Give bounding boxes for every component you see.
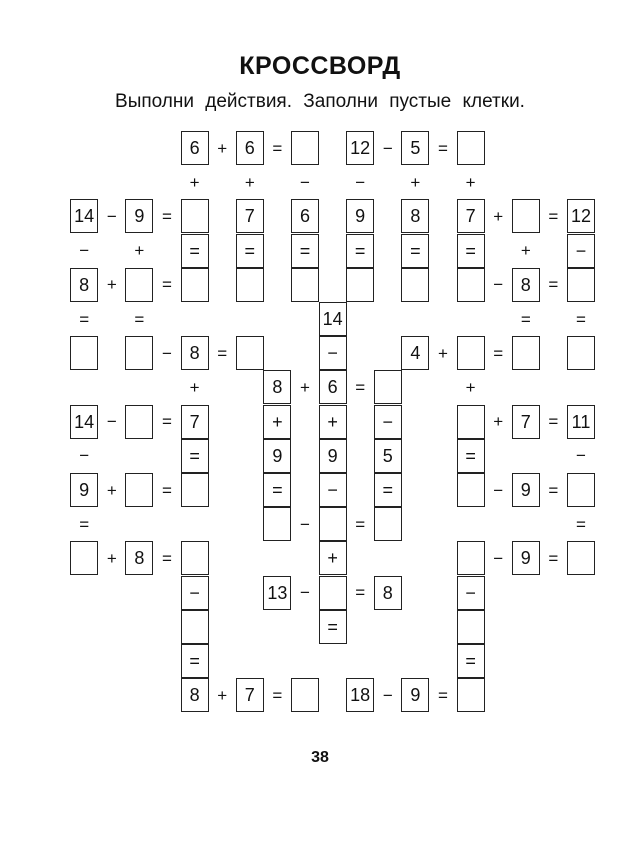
number-cell: 6 bbox=[291, 199, 319, 233]
number-cell: = bbox=[346, 234, 374, 268]
operator-sign: + bbox=[465, 377, 476, 397]
operator-sign: + bbox=[300, 377, 310, 397]
operator-sign: + bbox=[520, 241, 531, 261]
number-cell: + bbox=[319, 541, 347, 575]
number-cell: 14 bbox=[70, 199, 98, 233]
number-cell: 8 bbox=[512, 268, 540, 302]
empty-answer-cell[interactable] bbox=[181, 268, 209, 302]
empty-answer-cell[interactable] bbox=[236, 336, 264, 370]
operator-sign: + bbox=[410, 172, 421, 192]
operator-sign: + bbox=[106, 275, 117, 295]
operator-sign: = bbox=[355, 583, 366, 603]
operator-sign: + bbox=[189, 377, 200, 397]
number-cell: 4 bbox=[401, 336, 429, 370]
number-cell: 8 bbox=[125, 541, 153, 575]
empty-answer-cell[interactable] bbox=[512, 336, 540, 370]
operator-sign: = bbox=[355, 514, 366, 534]
instructions: Выполни действия. Заполни пустые клетки. bbox=[115, 91, 525, 112]
operator-sign: = bbox=[548, 548, 559, 568]
empty-answer-cell[interactable] bbox=[374, 370, 402, 404]
number-cell: 8 bbox=[374, 576, 402, 610]
number-cell: 9 bbox=[346, 199, 374, 233]
number-cell: = bbox=[181, 234, 209, 268]
number-cell: 5 bbox=[374, 439, 402, 473]
operator-sign: + bbox=[217, 685, 228, 705]
number-cell: 12 bbox=[346, 131, 374, 165]
number-cell: 13 bbox=[263, 576, 291, 610]
number-cell: 14 bbox=[319, 302, 347, 336]
operator-sign: + bbox=[493, 206, 504, 226]
number-cell: 18 bbox=[346, 678, 374, 712]
number-cell: = bbox=[291, 234, 319, 268]
number-cell: = bbox=[457, 439, 485, 473]
operator-sign: = bbox=[162, 480, 172, 500]
number-cell: − bbox=[319, 336, 347, 370]
empty-answer-cell[interactable] bbox=[181, 473, 209, 507]
number-cell: − bbox=[374, 405, 402, 439]
empty-answer-cell[interactable] bbox=[512, 199, 540, 233]
operator-sign: = bbox=[548, 412, 559, 432]
number-cell: = bbox=[181, 644, 209, 678]
operator-sign: + bbox=[493, 412, 504, 432]
operator-sign: − bbox=[355, 172, 366, 192]
number-cell: 9 bbox=[401, 678, 429, 712]
empty-answer-cell[interactable] bbox=[457, 268, 485, 302]
number-cell: 6 bbox=[319, 370, 347, 404]
number-cell: = bbox=[374, 473, 402, 507]
number-cell: 7 bbox=[512, 405, 540, 439]
operator-sign: = bbox=[162, 206, 172, 226]
operator-sign: = bbox=[272, 138, 283, 158]
empty-answer-cell[interactable] bbox=[125, 268, 153, 302]
number-cell: = bbox=[263, 473, 291, 507]
number-cell: 8 bbox=[70, 268, 98, 302]
number-cell: = bbox=[457, 644, 485, 678]
empty-answer-cell[interactable] bbox=[457, 541, 485, 575]
empty-answer-cell[interactable] bbox=[125, 336, 153, 370]
empty-answer-cell[interactable] bbox=[567, 268, 595, 302]
empty-answer-cell[interactable] bbox=[125, 473, 153, 507]
operator-sign: = bbox=[162, 412, 172, 432]
number-cell: = bbox=[457, 234, 485, 268]
operator-sign: = bbox=[272, 685, 283, 705]
empty-answer-cell[interactable] bbox=[567, 541, 595, 575]
number-cell: 9 bbox=[70, 473, 98, 507]
number-cell: 8 bbox=[181, 336, 209, 370]
number-cell: 7 bbox=[236, 199, 264, 233]
operator-sign: = bbox=[576, 514, 586, 534]
number-cell: + bbox=[319, 405, 347, 439]
operator-sign: = bbox=[548, 480, 559, 500]
empty-answer-cell[interactable] bbox=[263, 507, 291, 541]
operator-sign: − bbox=[79, 241, 90, 261]
number-cell: 11 bbox=[567, 405, 595, 439]
operator-sign: + bbox=[106, 480, 117, 500]
number-cell: 8 bbox=[181, 678, 209, 712]
number-cell: = bbox=[181, 439, 209, 473]
operator-sign: − bbox=[382, 138, 393, 158]
empty-answer-cell[interactable] bbox=[457, 473, 485, 507]
operator-sign: = bbox=[134, 309, 145, 329]
number-cell: 8 bbox=[263, 370, 291, 404]
operator-sign: = bbox=[79, 309, 90, 329]
operator-sign: − bbox=[382, 685, 393, 705]
empty-answer-cell[interactable] bbox=[457, 131, 485, 165]
number-cell: 9 bbox=[319, 439, 347, 473]
number-cell: = bbox=[401, 234, 429, 268]
number-cell: = bbox=[319, 610, 347, 644]
page-number: 38 bbox=[311, 749, 329, 766]
operator-sign: − bbox=[106, 412, 117, 432]
empty-answer-cell[interactable] bbox=[457, 336, 485, 370]
operator-sign: = bbox=[217, 343, 228, 363]
operator-sign: = bbox=[79, 514, 90, 534]
empty-answer-cell[interactable] bbox=[291, 678, 319, 712]
operator-sign: − bbox=[106, 206, 117, 226]
number-cell: 7 bbox=[457, 199, 485, 233]
number-cell: 6 bbox=[236, 131, 264, 165]
empty-answer-cell[interactable] bbox=[236, 268, 264, 302]
empty-answer-cell[interactable] bbox=[181, 199, 209, 233]
empty-answer-cell[interactable] bbox=[457, 610, 485, 644]
number-cell: 9 bbox=[263, 439, 291, 473]
empty-answer-cell[interactable] bbox=[401, 268, 429, 302]
operator-sign: − bbox=[300, 172, 310, 192]
operator-sign: − bbox=[493, 480, 504, 500]
empty-answer-cell[interactable] bbox=[181, 541, 209, 575]
operator-sign: + bbox=[438, 343, 448, 363]
number-cell: − bbox=[567, 234, 595, 268]
number-cell: 7 bbox=[236, 678, 264, 712]
number-cell: 7 bbox=[181, 405, 209, 439]
operator-sign: = bbox=[438, 138, 448, 158]
empty-answer-cell[interactable] bbox=[319, 507, 347, 541]
number-cell: 9 bbox=[512, 473, 540, 507]
operator-sign: = bbox=[162, 275, 172, 295]
number-cell: = bbox=[236, 234, 264, 268]
operator-sign: + bbox=[465, 172, 476, 192]
operator-sign: + bbox=[217, 138, 228, 158]
operator-sign: − bbox=[493, 548, 504, 568]
operator-sign: = bbox=[576, 309, 586, 329]
empty-answer-cell[interactable] bbox=[374, 507, 402, 541]
number-cell: 12 bbox=[567, 199, 595, 233]
operator-sign: + bbox=[106, 548, 117, 568]
number-cell: − bbox=[319, 473, 347, 507]
operator-sign: = bbox=[355, 377, 366, 397]
empty-answer-cell[interactable] bbox=[181, 610, 209, 644]
operator-sign: = bbox=[520, 309, 531, 329]
empty-answer-cell[interactable] bbox=[70, 541, 98, 575]
empty-answer-cell[interactable] bbox=[457, 405, 485, 439]
empty-answer-cell[interactable] bbox=[346, 268, 374, 302]
operator-sign: = bbox=[162, 548, 172, 568]
empty-answer-cell[interactable] bbox=[291, 131, 319, 165]
operator-sign: = bbox=[493, 343, 504, 363]
empty-answer-cell[interactable] bbox=[567, 336, 595, 370]
operator-sign: − bbox=[300, 514, 310, 534]
operator-sign: = bbox=[548, 206, 559, 226]
operator-sign: = bbox=[438, 685, 448, 705]
empty-answer-cell[interactable] bbox=[567, 473, 595, 507]
number-cell: 8 bbox=[401, 199, 429, 233]
operator-sign: + bbox=[134, 241, 145, 261]
operator-sign: − bbox=[576, 446, 586, 466]
operator-sign: − bbox=[162, 343, 172, 363]
number-cell: − bbox=[181, 576, 209, 610]
operator-sign: − bbox=[300, 583, 310, 603]
number-cell: 14 bbox=[70, 405, 98, 439]
operator-sign: − bbox=[493, 275, 504, 295]
number-cell: 5 bbox=[401, 131, 429, 165]
empty-answer-cell[interactable] bbox=[125, 405, 153, 439]
empty-answer-cell[interactable] bbox=[291, 268, 319, 302]
number-cell: 9 bbox=[125, 199, 153, 233]
operator-sign: = bbox=[548, 275, 559, 295]
number-cell: − bbox=[457, 576, 485, 610]
number-cell: 6 bbox=[181, 131, 209, 165]
number-cell: + bbox=[263, 405, 291, 439]
number-cell: 9 bbox=[512, 541, 540, 575]
empty-answer-cell[interactable] bbox=[319, 576, 347, 610]
page-title: КРОССВОРД bbox=[239, 52, 401, 80]
operator-sign: + bbox=[189, 172, 200, 192]
operator-sign: − bbox=[79, 446, 90, 466]
empty-answer-cell[interactable] bbox=[70, 336, 98, 370]
operator-sign: + bbox=[244, 172, 255, 192]
empty-answer-cell[interactable] bbox=[457, 678, 485, 712]
